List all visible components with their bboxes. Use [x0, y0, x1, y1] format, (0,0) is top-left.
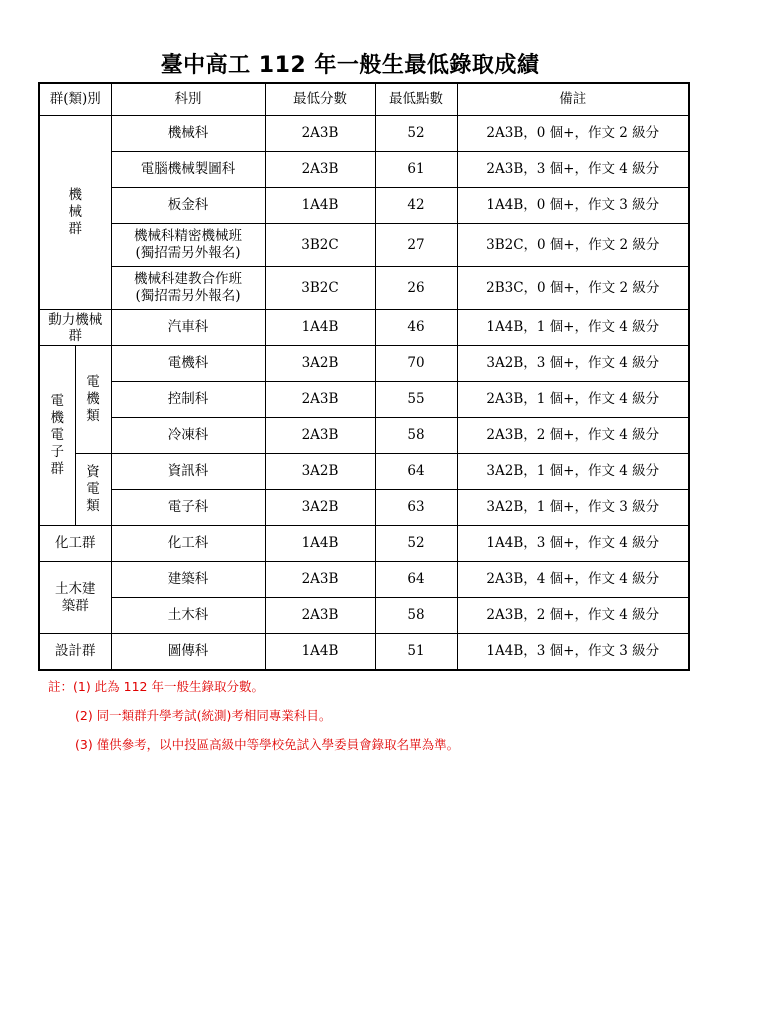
- dept-name: 機械科精密機械班: [134, 228, 243, 244]
- table-row: [39, 598, 689, 634]
- table-row: [39, 418, 689, 454]
- score-cell: 1A4B: [265, 634, 375, 671]
- score-cell: 2A3B: [265, 562, 375, 598]
- dept-cell: 控制科: [111, 382, 265, 418]
- points-cell: 51: [375, 634, 457, 671]
- note-cell: 2A3B，2 個+，作文 4 級分: [457, 598, 689, 634]
- dept-cell: [111, 224, 265, 267]
- points-cell: 27: [375, 224, 457, 267]
- footnote-1: 註：(1) 此為 112 年一般生錄取分數。: [48, 679, 264, 694]
- page-title: 臺中高工 112 年一般生最低錄取成績: [160, 53, 540, 78]
- points-cell: 61: [375, 152, 457, 188]
- note-cell: 3A2B，1 個+，作文 3 級分: [457, 490, 689, 526]
- score-cell: 1A4B: [265, 526, 375, 562]
- dept-cell: 圖傳科: [111, 634, 265, 671]
- points-cell: 58: [375, 598, 457, 634]
- score-cell: 3B2C: [265, 224, 375, 267]
- note-cell: 2A3B，4 個+，作文 4 級分: [457, 562, 689, 598]
- points-cell: 52: [375, 116, 457, 152]
- note-cell: 3A2B，3 個+，作文 4 級分: [457, 346, 689, 382]
- table-header-row: [39, 83, 689, 116]
- dept-cell: 土木科: [111, 598, 265, 634]
- points-cell: 64: [375, 562, 457, 598]
- dept-cell: 機械科: [111, 116, 265, 152]
- subgroup-cell-electrical: 電 機 類: [75, 346, 111, 454]
- score-cell: 2A3B: [265, 152, 375, 188]
- table-row: [39, 188, 689, 224]
- points-cell: 46: [375, 310, 457, 346]
- admission-score-table: [38, 82, 690, 671]
- score-cell: 1A4B: [265, 188, 375, 224]
- note-cell: 3A2B，1 個+，作文 4 級分: [457, 454, 689, 490]
- header-min-score: 最低分數: [265, 83, 375, 116]
- note-cell: 1A4B，0 個+，作文 3 級分: [457, 188, 689, 224]
- group-cell-power: 動力機械群: [39, 310, 111, 346]
- dept-cell: 化工科: [111, 526, 265, 562]
- dept-remark: (獨招需另外報名): [135, 288, 241, 304]
- note-cell: 2A3B，2 個+，作文 4 級分: [457, 418, 689, 454]
- points-cell: 52: [375, 526, 457, 562]
- score-cell: 2A3B: [265, 418, 375, 454]
- score-cell: 1A4B: [265, 310, 375, 346]
- note-cell: 2A3B，1 個+，作文 4 級分: [457, 382, 689, 418]
- points-cell: 42: [375, 188, 457, 224]
- table-row: [39, 346, 689, 382]
- header-min-points: 最低點數: [375, 83, 457, 116]
- points-cell: 55: [375, 382, 457, 418]
- score-cell: 3A2B: [265, 454, 375, 490]
- note-cell: 2A3B，0 個+，作文 2 級分: [457, 116, 689, 152]
- points-cell: 70: [375, 346, 457, 382]
- group-cell-mech: 機 械 群: [39, 116, 111, 310]
- score-cell: 3A2B: [265, 490, 375, 526]
- table-row: [39, 490, 689, 526]
- group-cell-civil: 土木建 築群: [39, 562, 111, 634]
- table-row: [39, 224, 689, 267]
- group-cell-chem: 化工群: [39, 526, 111, 562]
- footnotes: [48, 678, 459, 765]
- header-note: 備註: [457, 83, 689, 116]
- dept-cell: 建築科: [111, 562, 265, 598]
- note-cell: 3B2C，0 個+，作文 2 級分: [457, 224, 689, 267]
- table-row: [39, 634, 689, 671]
- table-row: [39, 116, 689, 152]
- dept-name: 機械科建教合作班: [134, 271, 243, 287]
- note-cell: 2B3C，0 個+，作文 2 級分: [457, 267, 689, 310]
- dept-cell: 板金科: [111, 188, 265, 224]
- score-cell: 3A2B: [265, 346, 375, 382]
- score-cell: 2A3B: [265, 382, 375, 418]
- points-cell: 26: [375, 267, 457, 310]
- group-cell-design: 設計群: [39, 634, 111, 671]
- score-cell: 2A3B: [265, 116, 375, 152]
- dept-cell: [111, 267, 265, 310]
- table-row: [39, 454, 689, 490]
- note-cell: 2A3B，3 個+，作文 4 級分: [457, 152, 689, 188]
- footnote-2: (2) 同一類群升學考試(統測)考相同專業科目。: [75, 708, 332, 723]
- table-row: [39, 310, 689, 346]
- score-cell: 3B2C: [265, 267, 375, 310]
- dept-cell: 電腦機械製圖科: [111, 152, 265, 188]
- table-row: [39, 267, 689, 310]
- note-cell: 1A4B，3 個+，作文 3 級分: [457, 634, 689, 671]
- table-row: [39, 152, 689, 188]
- subgroup-cell-info: 資 電 類: [75, 454, 111, 526]
- dept-cell: 冷凍科: [111, 418, 265, 454]
- note-cell: 1A4B，1 個+，作文 4 級分: [457, 310, 689, 346]
- dept-cell: 汽車科: [111, 310, 265, 346]
- header-group: 群(類)別: [39, 83, 111, 116]
- table-row: [39, 526, 689, 562]
- points-cell: 63: [375, 490, 457, 526]
- header-dept: 科別: [111, 83, 265, 116]
- dept-cell: 資訊科: [111, 454, 265, 490]
- table-row: [39, 382, 689, 418]
- footnote-3: (3) 僅供參考，以中投區高級中等學校免試入學委員會錄取名單為準。: [75, 737, 460, 752]
- dept-cell: 電子科: [111, 490, 265, 526]
- points-cell: 58: [375, 418, 457, 454]
- score-cell: 2A3B: [265, 598, 375, 634]
- group-cell-ee: 電 機 電 子 群: [39, 346, 75, 526]
- dept-remark: (獨招需另外報名): [135, 245, 241, 261]
- table-row: [39, 562, 689, 598]
- points-cell: 64: [375, 454, 457, 490]
- dept-cell: 電機科: [111, 346, 265, 382]
- note-cell: 1A4B，3 個+，作文 4 級分: [457, 526, 689, 562]
